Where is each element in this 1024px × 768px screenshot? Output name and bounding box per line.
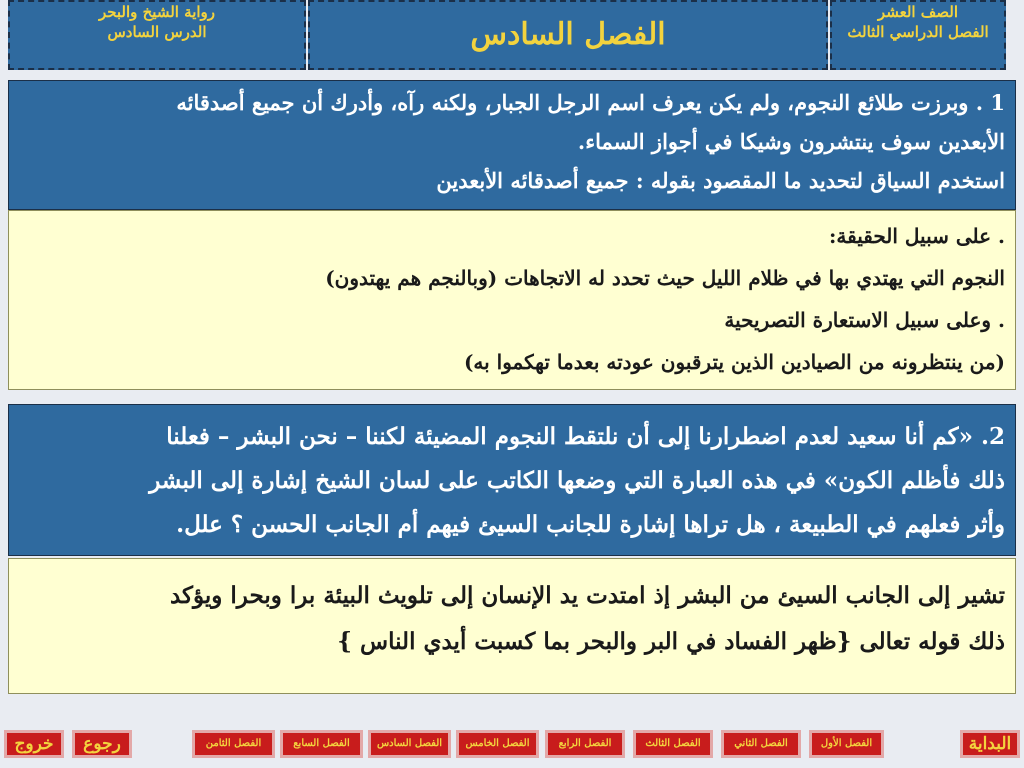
question-2-line: 2. «كم أنا سعيد لعدم اضطرارنا إلى أن نلتقط النجوم المضيئة لكننا – نحن البشر – فعلنا [166, 423, 1005, 450]
answer-2-line: تشير إلى الجانب السيئ من البشر إذ امتدت يد الإنسان إلى تلويث البيئة برا وبحرا ويؤكد [169, 582, 1005, 609]
answer-1-line: . على سبيل الحقيقة: [829, 224, 1005, 248]
chapter-5-button[interactable]: الفصل الخامس [456, 730, 539, 758]
answer-1-line: النجوم التي يهتدي بها في ظلام الليل حيث تحدد له الاتجاهات (وبالنجم هم يهتدون) [325, 266, 1005, 290]
lesson-label: الدرس السادس [107, 23, 207, 41]
grade-label: الصف العشر [877, 3, 959, 21]
chapter-6-button[interactable]: الفصل السادس [368, 730, 451, 758]
question-1-line: استخدم السياق لتحديد ما المقصود بقوله : جميع أصدقائه الأبعدين [436, 168, 1005, 193]
chapter-8-button[interactable]: الفصل الثامن [192, 730, 275, 758]
question-1-panel [8, 80, 1016, 210]
semester-label: الفصل الدراسي الثالث [847, 23, 989, 41]
exit-button[interactable]: خروج [4, 730, 64, 758]
answer-1-line: . وعلى سبيل الاستعارة التصريحية [724, 308, 1005, 332]
chapter-1-button[interactable]: الفصل الأول [809, 730, 884, 758]
chapter-nav-bar [0, 722, 1024, 768]
answer-1-line: (من ينتظرونه من الصيادين الذين يترقبون عودته بعدما تهكموا به) [463, 350, 1005, 374]
start-button[interactable]: البداية [960, 730, 1020, 758]
novel-label: رواية الشيخ والبحر [98, 3, 216, 21]
chapter-7-button[interactable]: الفصل السابع [280, 730, 363, 758]
question-1-line: الأبعدين سوف ينتشرون وشيكا في أجواز السماء. [577, 129, 1005, 154]
answer-2-line: ذلك قوله تعالى {ظهر الفساد في البر والبحر بما كسبت أيدي الناس } [337, 628, 1005, 655]
back-button[interactable]: رجوع [72, 730, 132, 758]
answer-2-panel [8, 558, 1016, 694]
chapter-3-button[interactable]: الفصل الثالث [633, 730, 713, 758]
question-2-line: ذلك فأظلم الكون» في هذه العبارة التي وضعها الكاتب على لسان الشيخ إشارة إلى البشر [149, 467, 1005, 494]
novel-info-box [8, 0, 306, 70]
chapter-4-button[interactable]: الفصل الرابع [545, 730, 625, 758]
question-1-line: 1 . وبرزت طلائع النجوم، ولم يكن يعرف اسم الرجل الجبار، ولكنه رآه، وأدرك أن جميع أصدقائه [176, 90, 1005, 115]
grade-info-box [830, 0, 1006, 70]
question-2-line: وأثر فعلهم في الطبيعة ، هل تراها إشارة للجانب السيئ فيهم أم الجانب الحسن ؟ علل. [176, 511, 1005, 538]
question-2-panel [8, 404, 1016, 556]
answer-1-panel [8, 210, 1016, 390]
page-title: الفصل السادس [308, 0, 828, 70]
chapter-2-button[interactable]: الفصل الثاني [721, 730, 801, 758]
